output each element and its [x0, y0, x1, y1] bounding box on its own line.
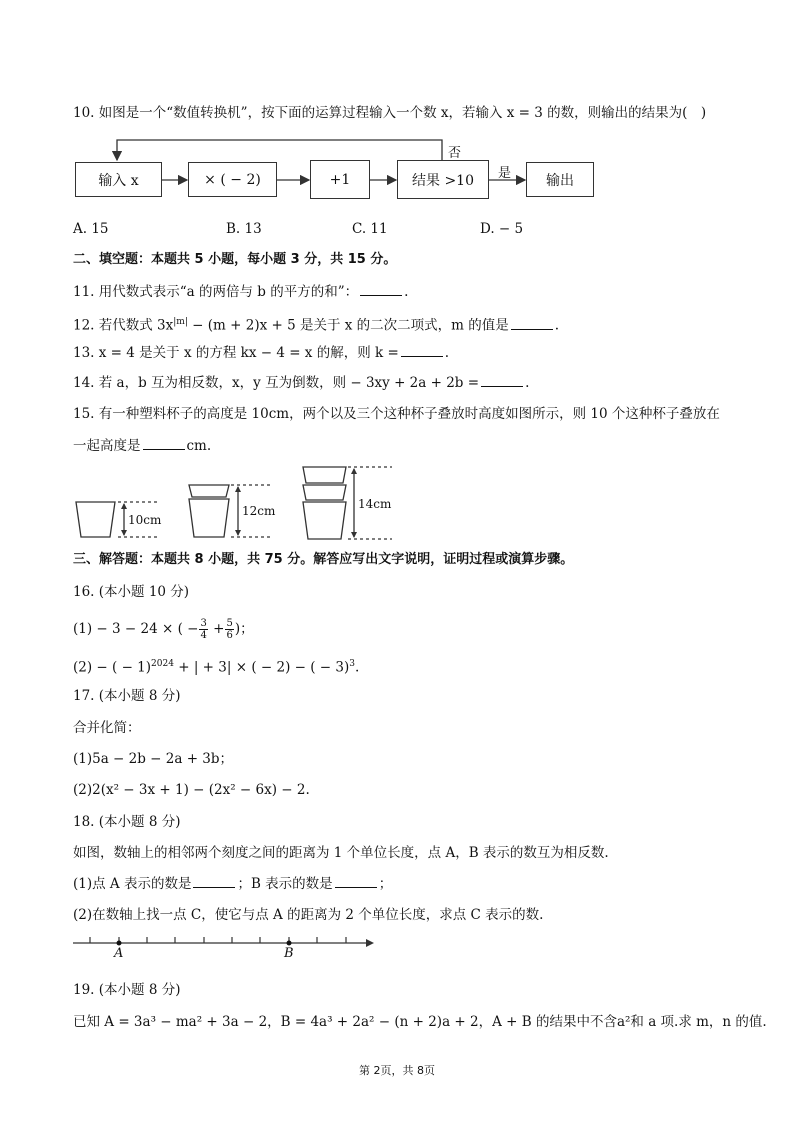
flow-multiply-box: × ( − 2): [188, 162, 277, 197]
q15-line2: 一起高度是 cm.: [73, 438, 212, 454]
q17-part1: (1)5a − 2b − 2a + 3b；: [73, 751, 234, 767]
flow-condition-box: 结果 >10: [397, 160, 489, 199]
q16-part1: (1) − 3 − 24 × ( − $\frac{3}{4}$ + $\frac{5}{6}$ )；: [73, 618, 254, 641]
q17-part2: (2)2(x² − 3x + 1) − (2x² − 6x) − 2.: [73, 782, 310, 798]
fraction-5-6: $\frac{5}{6}$: [226, 618, 233, 641]
q10-option-d: D. − 5: [480, 221, 524, 237]
point-a: [117, 941, 122, 946]
section-3-heading: 三、解答题：本题共 8 小题，共 75 分。解答应写出文字说明，证明过程或演算步骤。: [73, 552, 574, 567]
q18-part2: (2)在数轴上找一点 C，使它与点 A 的距离为 2 个单位长度，求点 C 表示的数.: [73, 907, 544, 923]
q10-option-c: C. 11: [352, 221, 388, 237]
flow-input-box: 输入 x: [75, 162, 162, 197]
cup-label-12cm: 12cm: [242, 504, 276, 518]
fraction-3-4: $\frac{3}{4}$: [200, 618, 207, 641]
q18-head: 18. (本小题 8 分): [73, 814, 181, 830]
q16-part2: (2) − ( − 1)$^{2024}$ + | + 3| × ( − 2) − ( − 3)$^3$.: [73, 659, 360, 676]
q10-option-b: B. 13: [226, 221, 262, 237]
q12: 12. 若代数式 $3x^{|m|} - (m + 2)x + 5$ 是关于 x 的二次二项式，m 的值是 .: [73, 317, 560, 334]
q19-head: 19. (本小题 8 分): [73, 982, 181, 998]
label-b: B: [284, 946, 294, 961]
page-footer: 第 2页，共 8页: [359, 1064, 435, 1077]
flow-add-box: +1: [310, 160, 370, 199]
q10-text: 10. 如图是一个“数值转换机”，按下面的运算过程输入一个数 x，若输入 x = 3 的数，则输出的结果为( ): [73, 105, 707, 121]
point-b: [287, 941, 292, 946]
cup-label-10cm: 10cm: [128, 513, 162, 527]
q17-head: 17. (本小题 8 分): [73, 688, 181, 704]
flow-output-box: 输出: [526, 162, 594, 197]
q10-option-a: A. 15: [73, 221, 109, 237]
q11: 11. 用代数式表示“a 的两倍与 b 的平方的和”： .: [73, 284, 409, 300]
q19-text: 已知 A = 3a³ − ma² + 3a − 2，B = 4a³ + 2a² − (n + 2)a + 2，A + B 的结果中不含a²和 a 项.求 m，n 的值.: [73, 1014, 767, 1030]
q13: 13. x = 4 是关于 x 的方程 kx − 4 = x 的解，则 k = .: [73, 345, 450, 361]
section-2-heading: 二、填空题：本题共 5 小题，每小题 3 分，共 15 分。: [73, 252, 397, 267]
cup-label-14cm: 14cm: [358, 497, 392, 511]
q14: 14. 若 a，b 互为相反数，x，y 互为倒数，则 − 3xy + 2a + 2b = .: [73, 375, 530, 391]
q15-line1: 15. 有一种塑料杯子的高度是 10cm，两个以及三个这种杯子叠放时高度如图所示，则 10 个这种杯子叠放在: [73, 406, 720, 422]
flow-yes-label: 是: [498, 166, 512, 181]
q18-intro: 如图，数轴上的相邻两个刻度之间的距离为 1 个单位长度，点 A，B 表示的数互为相反数.: [73, 845, 609, 861]
q16-head: 16. (本小题 10 分): [73, 584, 190, 600]
label-a: A: [114, 946, 124, 961]
q18-part1: (1)点 A 表示的数是 ；B 表示的数是 ；: [73, 876, 393, 892]
q17-intro: 合并化简：: [73, 720, 141, 736]
flow-no-label: 否: [448, 146, 462, 161]
